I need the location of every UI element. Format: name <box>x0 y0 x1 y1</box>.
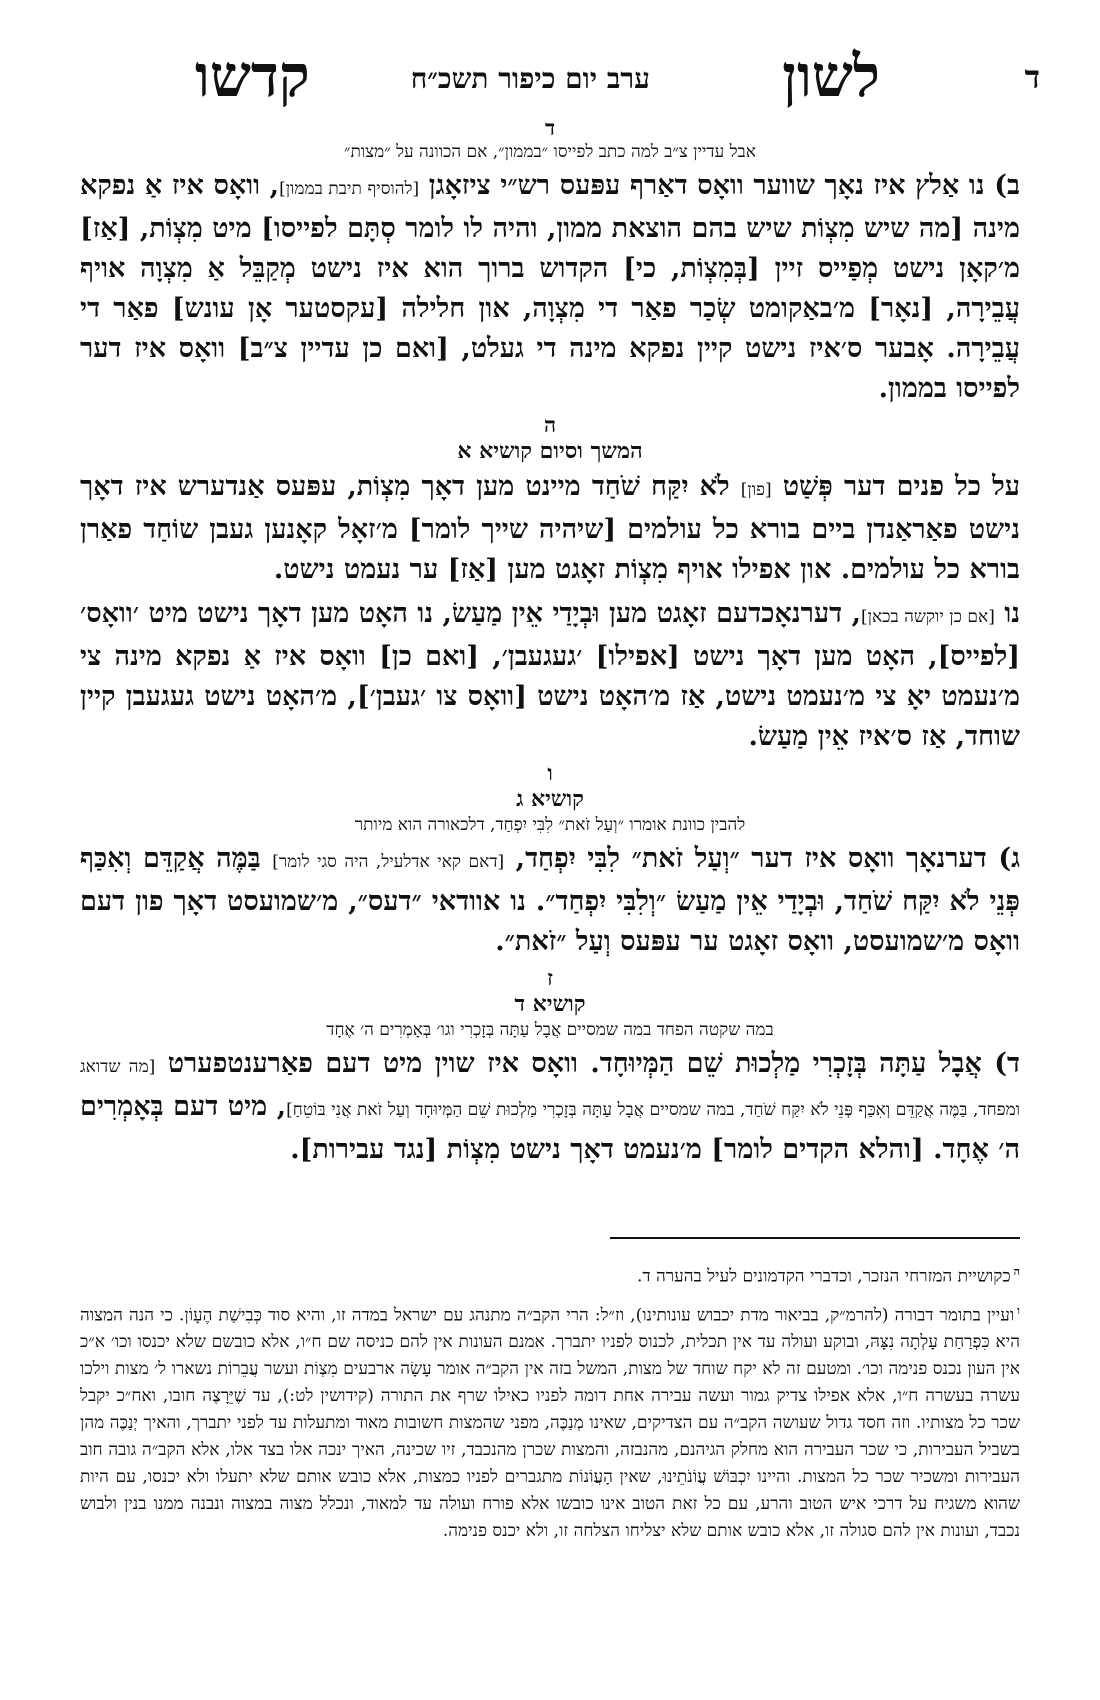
footnote-text: כקושיית המזרחי הנזכר, וכדברי הקדמונים לעיל בהערה ד. <box>637 1266 1011 1287</box>
bracketed-gloss: [מה שדואג ומפחד, בַּמֶּה אֲקַדֵּם וְאִכַּף פְּנֵי לֹא יִקַּח שֹׁחַד, במה שמסיים אֲבָל עַתָּה בְּזָכְרִי מַלְכוּת שֵׁם הַמְּיוּחָד וְעַל זֹאת אֲנִי בּוֹטֵחַ] <box>80 1057 1021 1120</box>
footnote-mark: ו <box>1017 1303 1020 1317</box>
paragraph <box>80 594 1020 757</box>
paragraph-lead: ג) דערנאָך וואָס איז דער ״וְעַל זֹאת״ לִבִּי יִפְחַד, <box>515 843 1021 874</box>
running-title-left: קדשו <box>195 42 310 110</box>
main-text <box>80 112 1020 1174</box>
bracketed-gloss: [דאם קאי אדלעיל, היה סגי לומר] <box>272 852 505 872</box>
section-letter: ז <box>547 965 553 990</box>
bracketed-gloss: [להוסיף תיבת בממון] <box>279 179 420 199</box>
section-subtitle: אבל עדיין צ״ב למה כתב לפייסו ״בממון״, אם הכוונה על ״מצות״ <box>344 142 756 162</box>
page-number: ד <box>1024 58 1040 96</box>
paragraph-body: , מיט דעם בְּאָמְרִים ה׳ אֶחָד. [והלא הקדים לומר] מ׳נעמט דאָך נישט מִצְוֹת [נגד עבירות]. <box>80 1091 1020 1165</box>
section-subtitle: להבין כוונת אומרו ״וְעַל זֹאת״ לִבִּי יִפְחַד, דלכאורה הוא מיותר <box>354 815 746 835</box>
running-date: ערב יום כיפור תשכ״ח <box>410 62 650 95</box>
paragraph-lead: על כל פנים דער פְּשַׁט <box>782 471 1020 502</box>
section-letter: ד <box>544 115 556 140</box>
paragraph <box>80 1044 1020 1170</box>
section-subtitle: במה שקטה הפחד במה שמסיים אֲבָל עַתָּה בְּזָכְרִי וגו׳ בְּאָמְרִים ה׳ אֶחָד <box>326 1020 774 1040</box>
paragraph-lead: ב) נו אַלץ איז נאָך שווער וואָס דאַרף עפּעס רש״י ציזאָגן <box>428 170 1020 201</box>
paragraph-body: בַּמֶּה אֲקַדֵּם וְאִכַּף פְּנֵי לֹא יִקַּח שֹׁחַד, וּבְיָדַי אֵין מַעַשׂ ״וְלִבִּי יִפְחַד״. נו אוודאי ״דעס״, מ׳שמועסט דאָך פון דעם וואָס מ׳שמועסט, וואָס זאָגט ער עפּעס וְעַל ״זֹאת״. <box>80 843 1020 957</box>
footnote-separator <box>610 1237 1020 1239</box>
footnote-mark: ה <box>1013 1265 1020 1278</box>
section-title: המשך וסיום קושיא א <box>457 438 643 464</box>
section-title: קושיא ג <box>516 786 584 812</box>
footnote-text: ועיין בתומר דבורה (להרמ״ק, בביאור מדת יכבוש עונותינו), וז״ל: הרי הקב״ה מתנהג עם ישראל במדה זו, והיא סוד כְּבִישַׁת הֶעָוֹן. כי הנה המצוה היא כִּפְרַחַת עָלְתָה נִצָּהּ, ובוקע ועולה עד אין תכלית, לכנוס לפניו יתברך. אמנם העונות אין להם כניסה שם ח״ו, אלא כובשם שלא יכנסו וכו׳ א״כ אין העון נכנס פנימה וכו׳. ומטעם זה לא יקח שוחד של מצות, המשל בזה אין הקב״ה אומר עָשָׂה ארבעים מִצְוֹת ועשר עֲבֵרוֹת נשארו ל׳ מצות וילכו עשרה בעשרה ח״ו, אלא אפילו צדיק גמור ועשה עבירה אחת דומה לפניו כאילו שרף את התורה (קידושין לט:), עד שֶׁיֵּרָצֶה חובו, ואח״כ יקבל שכר כל מצותיו. וזה חסד גדול שעושה הקב״ה עם הצדיקים, שאינו מְנַכֶּה, מפני שהמצות חשובות מאוד ומתעלות עד לפני יתברך, והאיך יְנַכֶּה מהן בשביל העבירות, כי שכר העבירה הוא מחלק הגיהנם, מהנבזה, והמצות שכרן מהנכבד, זיו שכינה, האיך ינכה אלו בצד אלו, אלא הקב״ה גובה חוב העבירות ומשכיר שכר כל המצות. והיינו יִכְבּוֹשׁ עֲוֹנֹתֵינוּ, שאין הָעֲוֹנוֹת מתגברים לפניו כמצות, אלא כובש אותם שלא יתעלו ולא יכנסו, עם היות שהוא משגיח על דרכי איש הטוב והרע, עם כל זאת הטוב אינו כובשו אלא פורח ועולה עד למאוד, ונכלל מצוה במצוה ונבנה ממנו בנין ולבוש נכבד, ועונות אין להם סגולה זו, אלא כובש אותם שלא יצליחו הצלחה זו, ולא יכנס פנימה. <box>80 1305 1020 1542</box>
paragraph <box>80 839 1020 962</box>
running-title-right: לשון <box>782 42 880 110</box>
section-title: קושיא ד <box>514 991 586 1017</box>
section-letter: ו <box>547 760 553 785</box>
paragraph-lead: ד) אֲבָל עַתָּה בְּזָכְרִי מַלְכוּת שֵׁם הַמְּיוּחָד. וואָס איז שוין מיט דעם פאַרענטפערט <box>167 1048 1020 1079</box>
paragraph <box>80 467 1020 590</box>
bracketed-gloss: [פון] <box>740 480 772 500</box>
section-letter: ה <box>543 412 557 437</box>
paragraph-body: לֹא יִקַּח שֹׁחַד מיינט מען דאָך מִצְוֹת, עפּעס אַנדערש איז דאָך נישט פאַראַנדן ביים בורא כל עולמים [שיהיה שייך לומר] מ׳זאָל קאָנען געבן שוֹחַד פאַרן בורא כל עולמים. און אפילו אויף מִצְוֹת זאָגט מען [אַז] ער נעמט נישט. <box>80 471 1020 585</box>
bracketed-gloss: [אם כן יוקשה בכאן] <box>860 607 995 627</box>
paragraph <box>80 166 1020 409</box>
footnote <box>80 1297 1020 1546</box>
page-header <box>60 42 1040 112</box>
paragraph-body: , וואָס איז אַ נפקא מינה [מה שיש מִצְוֹת שיש בהם הוצאת ממון, והיה לו לומר סְתָּם לפייסו] מיט מִצְוֹת, [אַז] מ׳קאָן נישט מְפַייס זיין [בְּמִצְוֹת, כי] הקדוש ברוך הוא איז נישט מְקַבֵּל אַ מִצְוָה אויף עֲבֵירָה, [נאָר] מ׳באַקומט שְׂכַר פאַר די מִצְוָה, און חלילה [עקסטער אָן עונש] פאַר די עֲבֵירָה. אָבער ס׳איז נישט קיין נפקא מינה די געלט, [ואם כן עדיין צ״ב] וואָס איז דער לפייסו בממון. <box>80 170 1020 404</box>
footnotes <box>80 1258 1020 1551</box>
footnote <box>80 1258 1020 1291</box>
paragraph-lead: נו <box>1004 598 1021 629</box>
paragraph-body: , דערנאָכדעם זאָגט מען וּבְיָדַי אֵין מַעַשׂ, נו האָט מען דאָך נישט מיט ׳וואָס׳ [לפייס], האָט מען דאָך נישט [אפילו] ׳געגעבן׳, [ואם כן] וואָס איז אַ נפקא מינה צי מ׳נעמט יאָ צי מ׳נעמט נישט, אַז מ׳האָט נישט [וואָס צו ׳געבן׳], מ׳האָט נישט געגעבן קיין שוחד, אַז ס׳איז אֵין מַעַשׂ. <box>80 598 1020 752</box>
